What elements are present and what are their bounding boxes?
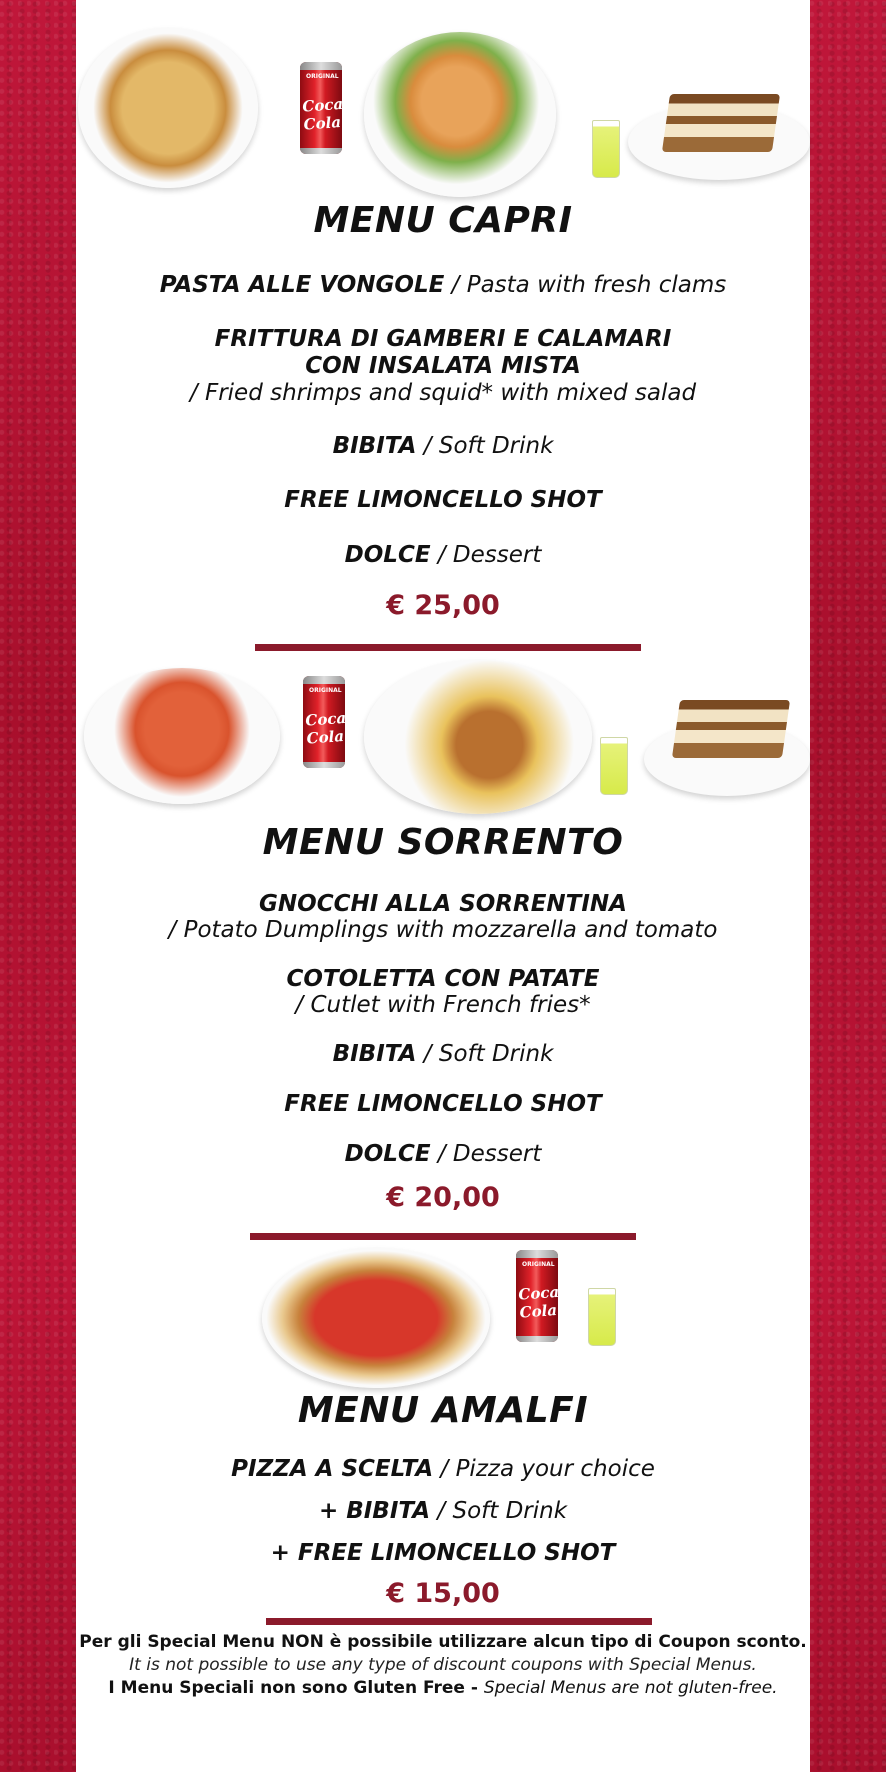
menu-capri-title: MENU CAPRI: [313, 200, 573, 241]
limoncello-glass-image: [600, 737, 628, 795]
limoncello-glass-image: [588, 1288, 616, 1346]
cutlet-fries-image: [364, 660, 592, 814]
pasta-vongole-image: [78, 28, 258, 188]
amalfi-item-2: + BIBITA / Soft Drink: [318, 1498, 568, 1524]
footer-coupon-notice-it: Per gli Special Menu NON è possibile utilizzare alcun tipo di Coupon sconto.: [79, 1632, 807, 1652]
tiramisu-image: [662, 94, 780, 152]
coca-cola-can-image: ORIGINAL Coca-Cola: [300, 62, 342, 154]
sorrento-divider: [250, 1233, 636, 1240]
pizza-margherita-image: [262, 1248, 490, 1388]
menu-panel: [76, 0, 810, 1772]
capri-item-2-line2: CON INSALATA MISTA: [305, 353, 581, 379]
capri-item-2-line1: FRITTURA DI GAMBERI E CALAMARI: [214, 326, 672, 352]
sorrento-item-3: BIBITA / Soft Drink: [332, 1041, 554, 1067]
amalfi-item-3: + FREE LIMONCELLO SHOT: [270, 1540, 616, 1566]
capri-divider: [255, 644, 641, 651]
tiramisu-image: [672, 700, 790, 758]
gnocchi-sorrentina-image: [84, 668, 280, 804]
amalfi-price: € 15,00: [386, 1578, 500, 1609]
amalfi-item-1: PIZZA A SCELTA / Pizza your choice: [231, 1456, 655, 1482]
amalfi-divider: [266, 1618, 652, 1625]
limoncello-glass-image: [592, 120, 620, 178]
capri-item-1: PASTA ALLE VONGOLE / Pasta with fresh clams: [159, 272, 727, 298]
capri-item-3: BIBITA / Soft Drink: [332, 433, 554, 459]
sorrento-item-2: COTOLETTA CON PATATE: [286, 966, 600, 992]
sorrento-item-4: FREE LIMONCELLO SHOT: [284, 1091, 602, 1117]
sorrento-item-1: GNOCCHI ALLA SORRENTINA: [259, 891, 627, 917]
fried-seafood-image: [364, 32, 556, 197]
coca-cola-can-image: ORIGINAL Coca-Cola: [303, 676, 345, 768]
capri-item-2-english: / Fried shrimps and squid* with mixed salad: [189, 380, 697, 406]
right-red-border: [810, 0, 886, 1772]
capri-price: € 25,00: [386, 590, 500, 621]
left-red-border: [0, 0, 76, 1772]
coca-cola-can-image: ORIGINAL Coca-Cola: [516, 1250, 558, 1342]
sorrento-item-2-english: / Cutlet with French fries*: [295, 992, 591, 1018]
menu-sorrento-title: MENU SORRENTO: [262, 822, 624, 863]
footer-coupon-notice-en: It is not possible to use any type of discount coupons with Special Menus.: [129, 1655, 757, 1675]
sorrento-price: € 20,00: [386, 1182, 500, 1213]
capri-item-5: DOLCE / Dessert: [344, 542, 542, 568]
footer-gluten-notice: I Menu Speciali non sono Gluten Free - Special Menus are not gluten-free.: [108, 1678, 778, 1698]
menu-amalfi-title: MENU AMALFI: [297, 1390, 589, 1431]
sorrento-item-1-english: / Potato Dumplings with mozzarella and tomato: [168, 917, 718, 943]
capri-item-4: FREE LIMONCELLO SHOT: [284, 487, 602, 513]
sorrento-item-5: DOLCE / Dessert: [344, 1141, 542, 1167]
